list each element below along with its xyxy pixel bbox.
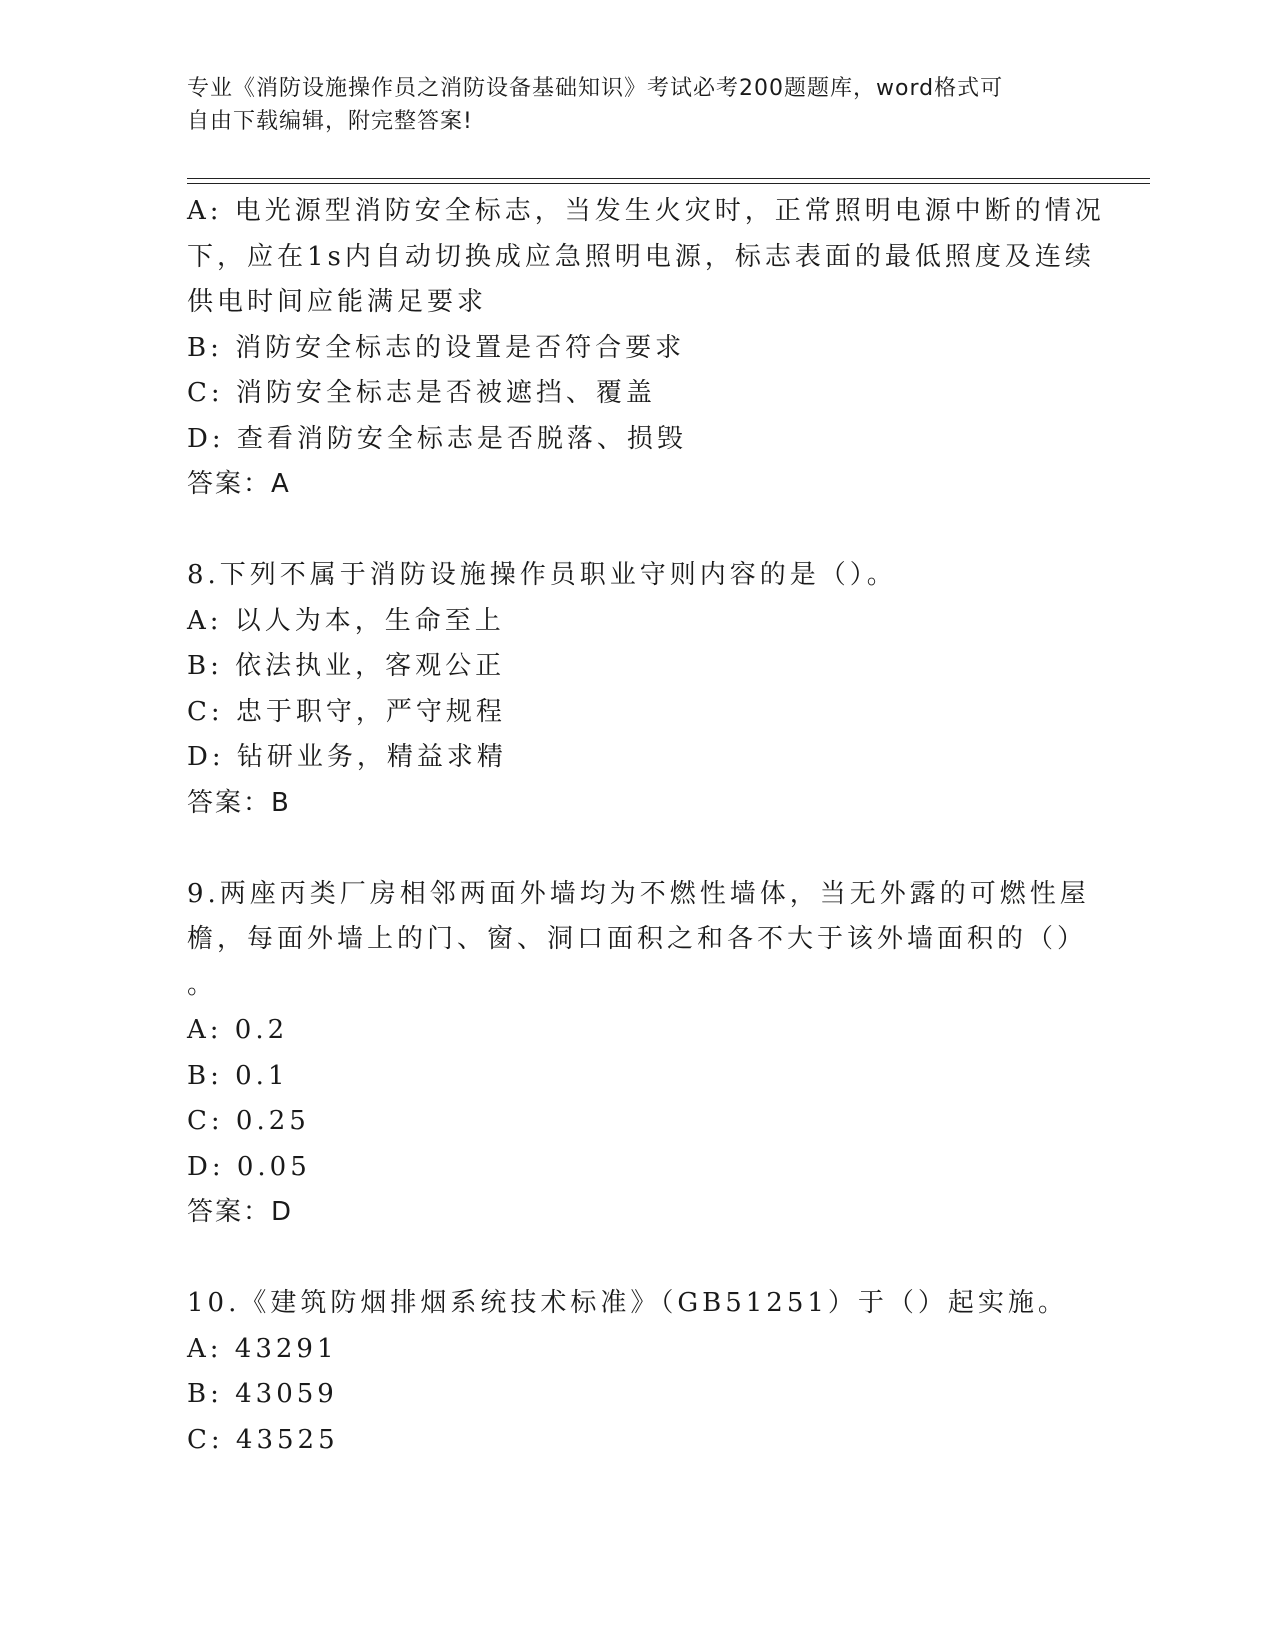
q8-question: 8.下列不属于消防设施操作员职业守则内容的是（）。 [187, 560, 897, 590]
spacer [187, 508, 1087, 554]
question-10-block [187, 1281, 1087, 1463]
q8-option-d: D: 钻研业务，精益求精 [187, 742, 507, 772]
q9-question-line-1: 9.两座丙类厂房相邻两面外墙均为不燃性墙体，当无外露的可燃性屋 [187, 878, 1090, 909]
q10-question: 10.《建筑防烟排烟系统技术标准》（GB51251）于（）起实施。 [187, 1288, 1068, 1318]
header-line-2: 自由下载编辑，附完整答案! [187, 109, 473, 134]
document-body [187, 189, 1105, 1463]
q9-option-d: D: 0.05 [187, 1151, 311, 1182]
header-divider-top [187, 178, 1150, 179]
q9-question-line-2: 檐，每面外墙上的门、窗、洞口面积之和各不大于该外墙面积的（） [187, 924, 1088, 954]
question-7-block [187, 189, 1105, 508]
q9-question-line-3: 。 [187, 969, 218, 1000]
q7-option-a-line-1: A: 电光源型消防安全标志，当发生火灾时，正常照明电源中断的情况 [187, 196, 1105, 226]
q8-answer: 答案：B [187, 787, 291, 818]
q9-option-a: A: 0.2 [187, 1015, 289, 1045]
q8-option-b: B: 依法执业，客观公正 [187, 651, 506, 681]
question-8-block [187, 553, 1087, 826]
q10-option-a: A: 43291 [187, 1333, 338, 1364]
q9-option-b: B: 0.1 [187, 1060, 289, 1091]
question-9-block [187, 872, 1090, 1236]
document-header [187, 72, 1067, 138]
q8-option-c: C: 忠于职守，严守规程 [187, 696, 506, 727]
q7-option-a-line-2: 下，应在1s内自动切换成应急照明电源，标志表面的最低照度及连续 [187, 241, 1095, 272]
q9-answer: 答案：D [187, 1197, 294, 1227]
q7-option-b: B: 消防安全标志的设置是否符合要求 [187, 332, 686, 363]
q9-option-c: C: 0.25 [187, 1106, 310, 1136]
q7-option-c: C: 消防安全标志是否被遮挡、覆盖 [187, 378, 656, 408]
q7-option-d: D: 查看消防安全标志是否脱落、损毁 [187, 423, 687, 454]
spacer [187, 826, 1087, 872]
header-divider-bottom [187, 183, 1150, 184]
header-line-1: 专业《消防设施操作员之消防设备基础知识》考试必考200题题库，word格式可 [187, 76, 1004, 101]
q7-answer: 答案：A [187, 469, 291, 499]
q10-option-b: B: 43059 [187, 1379, 338, 1409]
q7-option-a-line-3: 供电时间应能满足要求 [187, 287, 488, 317]
spacer [187, 1236, 1087, 1282]
q10-option-c: C: 43525 [187, 1424, 339, 1455]
q8-option-a: A: 以人为本，生命至上 [187, 605, 505, 636]
